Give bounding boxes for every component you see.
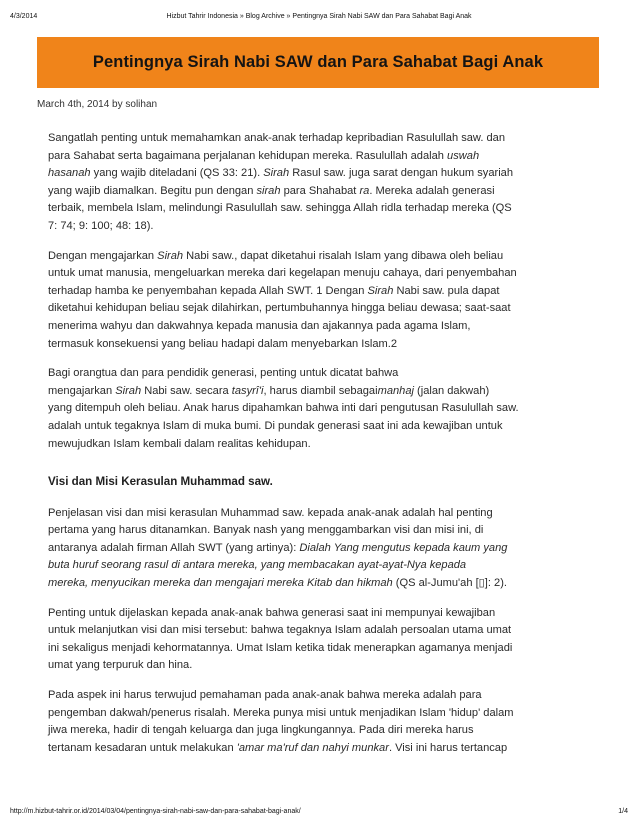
text-line: para Sahabat serta bagaimana perjalanan kehidupan mereka. Rasulullah adalah uswah xyxy=(48,149,480,162)
section-heading: Visi dan Misi Kerasulan Muhammad saw. xyxy=(48,475,273,489)
text-line: yang ditempuh oleh beliau. Anak harus dipahamkan bahwa inti dari pengutusan Rasulullah saw. xyxy=(48,402,519,415)
print-header xyxy=(10,13,628,23)
paragraph-4 xyxy=(48,505,596,593)
text-line: pertama yang harus ditanamkan. Banyak nash yang menggambarkan visi dan misi ini, di xyxy=(48,524,484,537)
article-meta: March 4th, 2014 by solihan xyxy=(37,99,158,110)
text-line: diketahui kehidupan beliau sejak dilahirkan, pertumbuhannya hingga beliau dewasa; saat-saat xyxy=(48,302,511,315)
text-line: adalah untuk tegaknya Islam di muka bumi. Di pundak generasi saat ini ada kewajiban untuk xyxy=(48,419,503,432)
paragraph-2 xyxy=(48,248,596,354)
missing-glyph-icon: ▯ xyxy=(478,577,485,590)
text-line: Sangatlah penting untuk memahamkan anak-anak terhadap kepribadian Rasulullah saw. dan xyxy=(48,132,505,144)
text-line: mewujudkan Islam kembali dalam realitas kehidupan. xyxy=(48,437,311,450)
text-line: Dengan mengajarkan Sirah Nabi saw., dapat diketahui risalah Islam yang dibawa oleh beliau xyxy=(48,249,504,262)
paragraph-5 xyxy=(48,605,596,675)
text-line: Pada aspek ini harus terwujud pemahaman pada anak-anak bahwa mereka adalah para xyxy=(48,689,482,702)
print-url: http://m.hizbut-tahrir.or.id/2014/03/04/pentingnya-sirah-nabi-saw-dan-para-sahabat-bagi-anak/ xyxy=(10,808,301,815)
text-line: mengajarkan Sirah Nabi saw. secara tasyrî'i, harus diambil sebagaimanhaj (jalan dakwah) xyxy=(48,384,490,397)
text-line: jiwa mereka, hadir di tengah keluarga dan juga lingkungannya. Pada diri mereka harus xyxy=(48,724,474,737)
print-page-title: Hizbut Tahrir Indonesia » Blog Archive » Pentingnya Sirah Nabi SAW dan Para Sahabat Bagi Anak xyxy=(166,13,472,20)
text-line: mereka, menyucikan mereka dan mengajari mereka Kitab dan hikmah (QS al-Jumu'ah [▯]: 2). xyxy=(48,577,507,590)
text-line: Bagi orangtua dan para pendidik generasi, penting untuk dicatat bahwa xyxy=(48,367,399,380)
text-line: termasuk konsekuensi yang beliau hadapi dalam menyebarkan Islam.2 xyxy=(48,337,398,350)
article-content xyxy=(48,130,596,769)
text-line: tertanam kesadaran untuk melakukan 'amar ma'ruf dan nahyi munkar. Visi ini harus tertancap xyxy=(48,741,508,754)
print-footer xyxy=(10,808,628,818)
print-date: 4/3/2014 xyxy=(10,13,38,20)
text-line: 7: 74; 9: 100; 48: 18). xyxy=(48,219,154,232)
paragraph-6 xyxy=(48,687,596,757)
page-number: 1/4 xyxy=(618,808,628,815)
text-line: yang wajib diamalkan. Begitu pun dengan sirah para Shahabat ra. Mereka adalah generasi xyxy=(48,184,495,197)
text-line: antaranya adalah firman Allah SWT (yang artinya): Dialah Yang mengutus kepada kaum yang xyxy=(48,541,508,554)
text-line: hasanah yang wajib diteladani (QS 33: 21). Sirah Rasul saw. juga sarat dengan hukum syariah xyxy=(48,167,514,180)
text-line: terbaik, membela Islam, melindungi Rasulullah saw. sehingga Allah ridla terhadap mereka (QS xyxy=(48,202,512,215)
text-line: pengemban dakwah/penerus risalah. Mereka punya misi untuk menjadikan Islam 'hidup' dalam xyxy=(48,706,514,719)
paragraph-3 xyxy=(48,365,596,453)
article-title-bar xyxy=(37,37,599,88)
text-line: terhadap hamba ke penyembahan kepada Allah SWT. 1 Dengan Sirah Nabi saw. pula dapat xyxy=(48,284,500,297)
text-line: umat yang terpuruk dan hina. xyxy=(48,659,193,672)
article-title: Pentingnya Sirah Nabi SAW dan Para Sahabat Bagi Anak xyxy=(92,53,544,71)
text-line: Penting untuk dijelaskan kepada anak-anak bahwa generasi saat ini mempunyai kewajiban xyxy=(48,606,496,619)
text-line: buta huruf seorang rasul di antara mereka, yang membacakan ayat-ayat-Nya kepada xyxy=(48,559,467,572)
text-line: untuk umat manusia, mengeluarkan mereka dari kegelapan menuju cahaya, dari penyembahan xyxy=(48,267,517,280)
text-line: untuk melanjutkan visi dan misi tersebut: bahwa tegaknya Islam adalah persoalan utama umat xyxy=(48,624,512,637)
text-line: Penjelasan visi dan misi kerasulan Muhammad saw. kepada anak-anak adalah hal penting xyxy=(48,506,493,519)
paragraph-1 xyxy=(48,130,596,236)
text-line: ini sekaligus menjadi kehormatannya. Umat Islam ketika tidak menerapkan agamanya menjadi xyxy=(48,641,513,654)
text-line: menerima wahyu dan dakwahnya kepada manusia dan ajakannya pada agama Islam, xyxy=(48,319,471,332)
